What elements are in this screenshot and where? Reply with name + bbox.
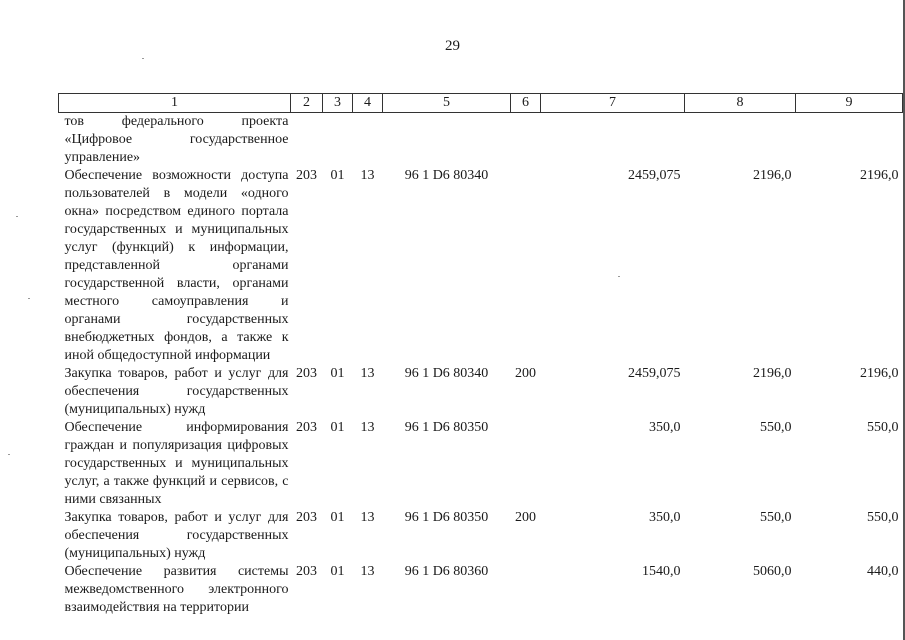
- row-c3: 01: [330, 564, 345, 579]
- table-row: [59, 365, 903, 419]
- row-c8: 2196,0: [753, 168, 792, 183]
- row-c7: 350,0: [649, 420, 681, 435]
- row-c3: 01: [330, 420, 345, 435]
- row-c5: 96 1 D6 80340: [404, 366, 489, 381]
- table-row: [59, 563, 903, 617]
- row-name: тов федерального проекта «Цифровое государственное управление»: [64, 114, 289, 165]
- header-col-9: 9: [796, 94, 903, 113]
- row-c5: 96 1 D6 80340: [404, 168, 489, 183]
- row-c7: 350,0: [649, 510, 681, 525]
- row-c7: 2459,075: [628, 366, 681, 381]
- table-header-row: [59, 94, 903, 113]
- table-row: [59, 113, 903, 168]
- row-c9: 2196,0: [860, 168, 899, 183]
- row-c6: [511, 167, 541, 365]
- row-c5: 96 1 D6 80350: [404, 510, 489, 525]
- row-c6: [511, 563, 541, 617]
- scan-speck: [16, 216, 18, 217]
- row-name: Закупка товаров, работ и услуг для обеспечения государственных (муниципальных) нужд: [64, 366, 289, 417]
- row-c7: [541, 113, 685, 168]
- header-col-8: 8: [685, 94, 796, 113]
- row-c6: [511, 419, 541, 509]
- header-col-3: 3: [323, 94, 353, 113]
- row-c6: 200: [515, 510, 536, 525]
- row-c4: 13: [360, 168, 375, 183]
- page-number: 29: [445, 38, 460, 54]
- row-c4: 13: [360, 366, 375, 381]
- row-c5: [383, 113, 511, 168]
- row-c2: 203: [296, 366, 317, 381]
- row-c4: 13: [360, 564, 375, 579]
- header-col-2: 2: [291, 94, 323, 113]
- row-c9: [796, 113, 903, 168]
- row-c3: 01: [330, 510, 345, 525]
- row-c4: 13: [360, 510, 375, 525]
- scan-speck: [142, 58, 144, 59]
- row-c9: 550,0: [867, 510, 899, 525]
- row-c8: 5060,0: [753, 564, 792, 579]
- row-c8: 550,0: [760, 510, 792, 525]
- row-c5: 96 1 D6 80360: [404, 564, 489, 579]
- header-col-5: 5: [383, 94, 511, 113]
- scan-speck: [28, 298, 30, 299]
- row-c5: 96 1 D6 80350: [404, 420, 489, 435]
- header-col-1: 1: [59, 94, 291, 113]
- table-row: [59, 419, 903, 509]
- row-c7: 2459,075: [628, 168, 681, 183]
- scan-speck: [8, 454, 10, 455]
- row-c8: 2196,0: [753, 366, 792, 381]
- table-row: [59, 509, 903, 563]
- row-c6: [511, 113, 541, 168]
- row-c3: 01: [330, 366, 345, 381]
- row-c9: 2196,0: [860, 366, 899, 381]
- row-c2: 203: [296, 564, 317, 579]
- row-c9: 440,0: [867, 564, 899, 579]
- row-c2: 203: [296, 510, 317, 525]
- header-col-6: 6: [511, 94, 541, 113]
- row-c2: 203: [296, 168, 317, 183]
- scan-speck: [618, 276, 620, 277]
- row-name: Обеспечение развития системы межведомственного электронного взаимодействия на территории: [64, 564, 289, 615]
- row-c3: [323, 113, 353, 168]
- row-c3: 01: [330, 168, 345, 183]
- table-row: [59, 167, 903, 365]
- header-col-7: 7: [541, 94, 685, 113]
- row-c8: 550,0: [760, 420, 792, 435]
- row-name: Закупка товаров, работ и услуг для обеспечения государственных (муниципальных) нужд: [64, 510, 289, 561]
- budget-table: [58, 93, 903, 617]
- row-c6: 200: [515, 366, 536, 381]
- row-c9: 550,0: [867, 420, 899, 435]
- row-c2: [291, 113, 323, 168]
- row-c7: 1540,0: [642, 564, 681, 579]
- row-c4: [353, 113, 383, 168]
- row-name: Обеспечение информирования граждан и популяризация цифровых государственных и муниципальных услуг, а также функций и сервисов, с ними связанных: [64, 420, 289, 507]
- header-col-4: 4: [353, 94, 383, 113]
- row-c4: 13: [360, 420, 375, 435]
- row-c2: 203: [296, 420, 317, 435]
- row-c8: [685, 113, 796, 168]
- row-name: Обеспечение возможности доступа пользователей в модели «одного окна» посредством единого портала государственных и муниципальных услуг (функций) к информации, представленной органами государственной власти, органами местного самоуправления и органами государственных внебюджетных фондов, а также к иной общедоступной информации: [64, 168, 289, 363]
